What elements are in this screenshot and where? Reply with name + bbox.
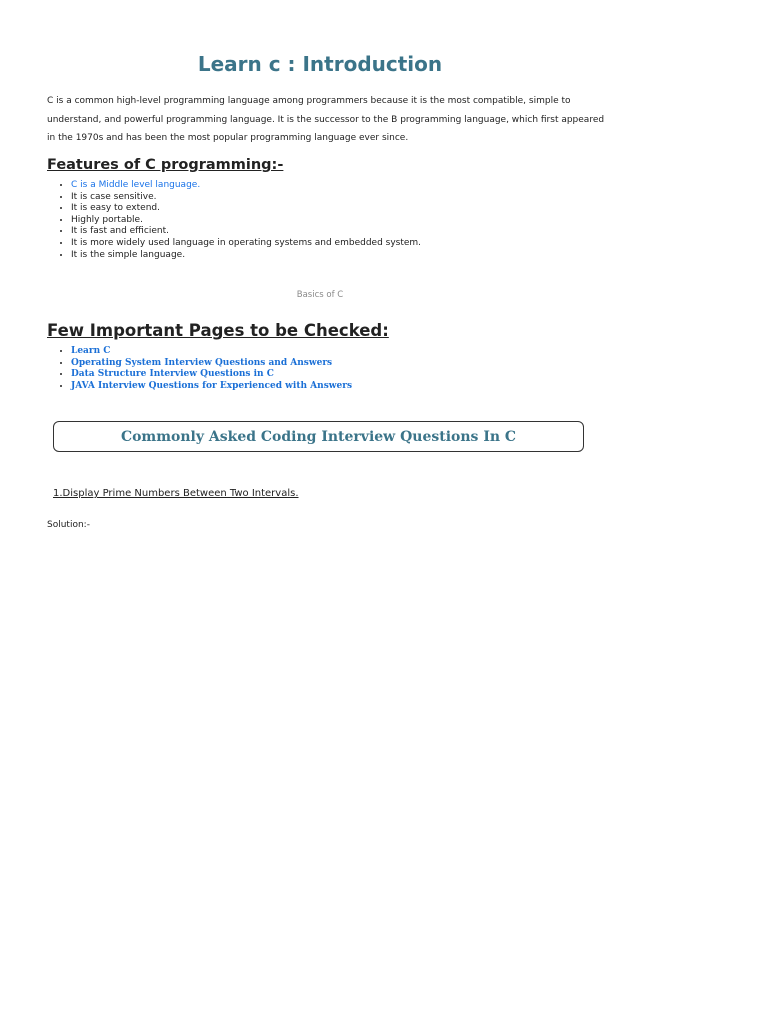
- feature-item: • It is case sensitive.: [71, 192, 421, 204]
- intro-paragraph: C is a common high-level programming language among programmers because it is the most compatible, simple to understand, and powerful programming language. It is the successor to the B programming language, which first appeared in the 1970s and has been the most popular programming language ever since.: [47, 96, 605, 143]
- page-link-java-interview[interactable]: • JAVA Interview Questions for Experienced with Answers: [71, 381, 352, 393]
- page-title: Learn c : Introduction: [197, 52, 443, 76]
- image-caption: Basics of C: [296, 290, 344, 300]
- page-link-learn-c[interactable]: • Learn C: [71, 346, 352, 358]
- callout-heading: Commonly Asked Coding Interview Questions In C: [120, 428, 517, 445]
- feature-item-link[interactable]: • C is a Middle level language.: [71, 180, 421, 192]
- features-list: [47, 180, 421, 261]
- page-link-os-interview[interactable]: • Operating System Interview Questions and Answers: [71, 358, 352, 370]
- feature-item: • It is the simple language.: [71, 250, 421, 262]
- important-pages-list: [47, 346, 352, 392]
- feature-item: • It is fast and efficient.: [71, 226, 421, 238]
- features-heading: Features of C programming:-: [47, 157, 284, 173]
- page-link-data-structure[interactable]: • Data Structure Interview Questions in C: [71, 369, 352, 381]
- callout-box: [53, 421, 584, 452]
- feature-item: • It is more widely used language in operating systems and embedded system.: [71, 238, 421, 250]
- question-heading: 1.Display Prime Numbers Between Two Intervals.: [53, 488, 299, 499]
- feature-item: • It is easy to extend.: [71, 203, 421, 215]
- feature-item: • Highly portable.: [71, 215, 421, 227]
- solution-label: Solution:-: [47, 520, 90, 530]
- important-pages-heading: Few Important Pages to be Checked:: [47, 321, 389, 340]
